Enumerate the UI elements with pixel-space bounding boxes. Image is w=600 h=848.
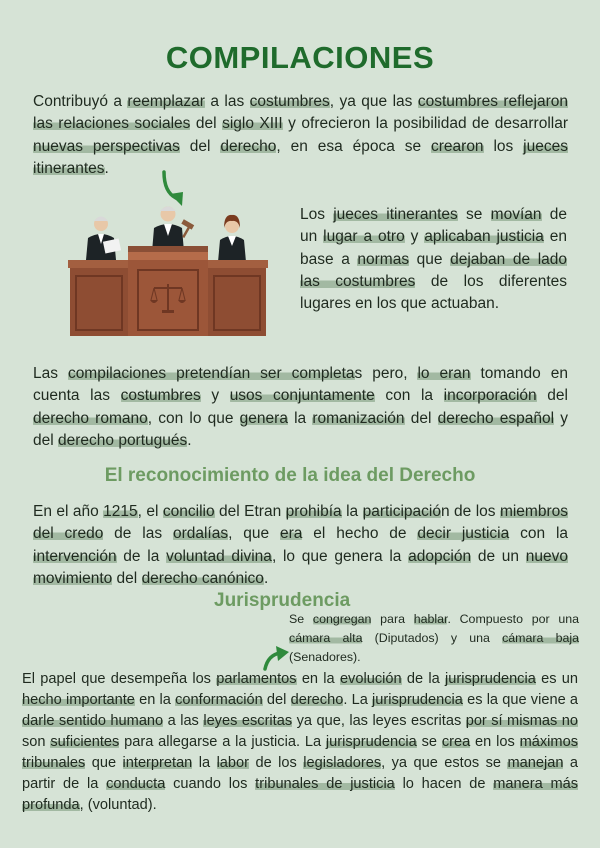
compilations-paragraph: Las compilaciones pretendían ser completas pero, lo eran tomando en cuenta las costumbres y usos conjuntamente con la incorporación del derecho romano, con lo que genera la romanización del derecho español y del derecho portugués.: [33, 365, 568, 449]
curved-arrow-up-icon: [262, 645, 290, 671]
page-title: COMPILACIONES: [165, 40, 435, 75]
itinerant-judges-paragraph: Los jueces itinerantes se movían de un lugar a otro y aplicaban justicia en base a normas que dejaban de lado las costumbres de los diferentes lugares en los que actuaban.: [300, 206, 568, 313]
parliament-note: Se congregan para hablar. Compuesto por una cámara alta (Diputados) y una cámara baja (Senadores).: [289, 612, 579, 664]
intro-paragraph: Contribuyó a reemplazar a las costumbres, ya que las costumbres reflejaron las relaciones sociales del siglo XIII y ofrecieron la posibilidad de desarrollar nuevas perspectivas del derecho, en esa época se crearon los jueces itinerantes.: [33, 93, 568, 177]
judges-courtroom-illustration: [68, 204, 268, 336]
jurisprudence-paragraph: El papel que desempeña los parlamentos en la evolución de la jurisprudencia es un hecho importante en la conformación del derecho. La jurisprudencia es la que viene a darle sentido humano a las leyes escritas ya que, las leyes escritas por sí mismas no son suficientes para allegarse a la justicia. La jurisprudencia se crea en los máximos tribunales que interpretan la labor de los legisladores, ya que estos se manejan a partir de la conducta cuando los tribunales de justicia lo hacen de manera más profunda, (voluntad).: [22, 671, 579, 813]
section-heading-reconocimiento: El reconocimiento de la idea del Derecho: [104, 465, 476, 486]
council-paragraph: En el año 1215, el concilio del Etran prohibía la participación de los miembros del credo de las ordalías, que era el hecho de decir justicia con la intervención de la voluntad divina, lo que genera la adopción de un nuevo movimiento del derecho canónico.: [33, 503, 569, 587]
section-heading-jurisprudencia: Jurisprudencia: [214, 590, 351, 611]
